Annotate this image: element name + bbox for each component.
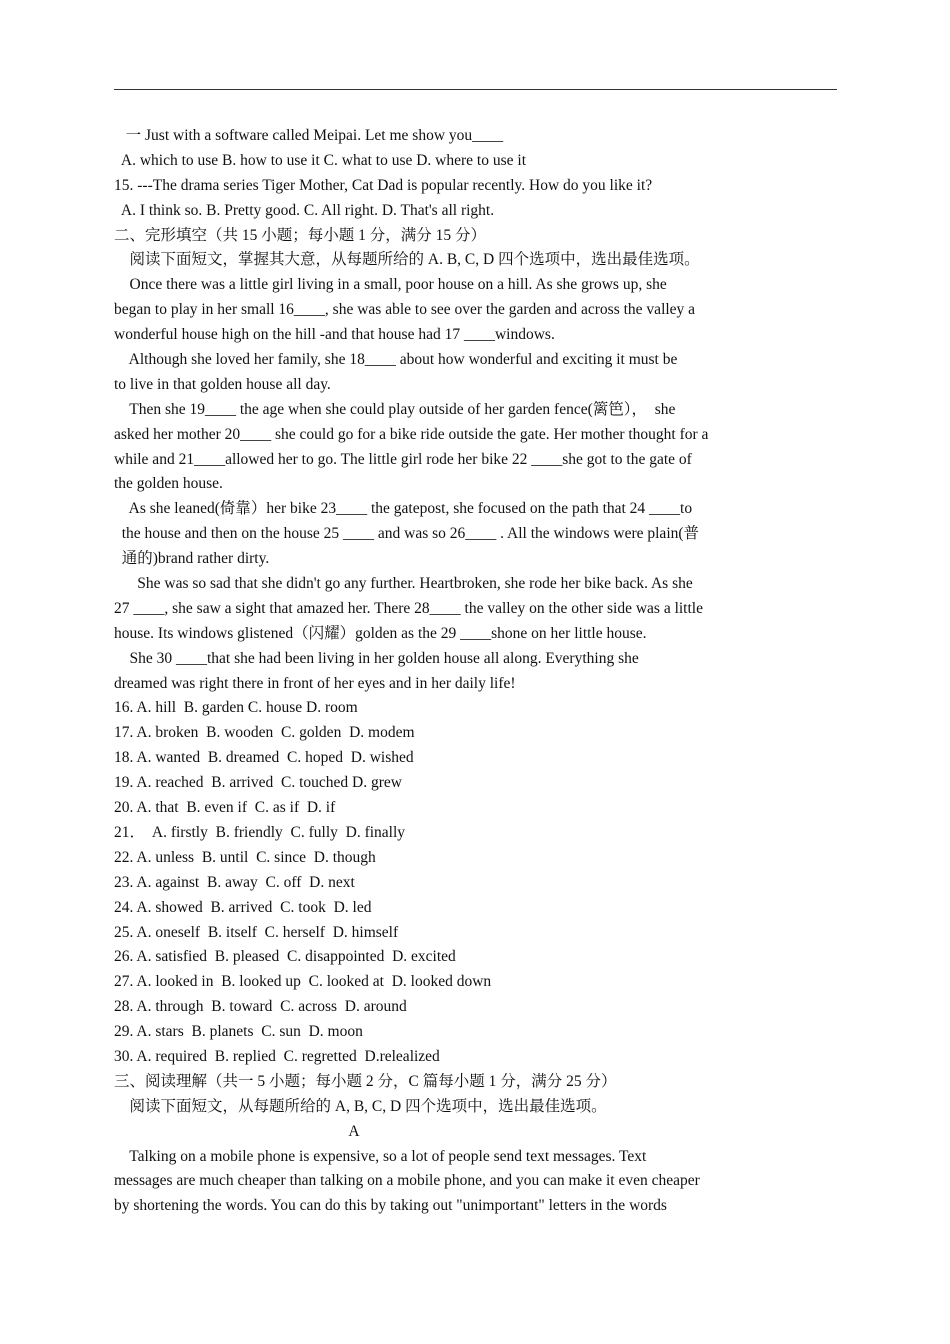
passage-line: the golden house.: [114, 475, 223, 493]
passage-line: house. Its windows glistened（闪耀）golden as the 29 ____shone on her little house.: [114, 624, 647, 642]
passage-line: dreamed was right there in front of her eyes and in her daily life!: [114, 674, 516, 692]
cloze-options-20: 20. A. that B. even if C. as if D. if: [114, 799, 336, 817]
section-2-instructions: 阅读下面短文，掌握其大意，从每题所给的 A. B, C, D 四个选项中，选出最佳选项。: [114, 251, 700, 269]
passage-line: to live in that golden house all day.: [114, 375, 331, 393]
passage-line: Although she loved her family, she 18____ about how wonderful and exciting it must be: [114, 351, 678, 369]
passage-line: began to play in her small 16____, she was able to see over the garden and across the valley a: [114, 301, 696, 319]
passage-line: Once there was a little girl living in a small, poor house on a hill. As she grows up, she: [114, 276, 667, 294]
section-3-heading: 三、阅读理解（共一 5 小题；每小题 2 分，C 篇每小题 1 分，满分 25 分）: [114, 1072, 617, 1090]
cloze-options-29: 29. A. stars B. planets C. sun D. moon: [114, 1023, 363, 1041]
section-3-instructions: 阅读下面短文，从每题所给的 A, B, C, D 四个选项中，选出最佳选项。: [114, 1097, 607, 1115]
cloze-options-26: 26. A. satisfied B. pleased C. disappointed D. excited: [114, 948, 456, 966]
passage-a-line: by shortening the words. You can do this by taking out "unimportant" letters in the words: [114, 1197, 667, 1215]
cloze-options-19: 19. A. reached B. arrived C. touched D. grew: [114, 774, 402, 792]
cloze-options-16: 16. A. hill B. garden C. house D. room: [114, 699, 358, 717]
passage-a-line: messages are much cheaper than talking on a mobile phone, and you can make it even cheaper: [114, 1172, 700, 1190]
question-14-options: A. which to use B. how to use it C. what to use D. where to use it: [114, 151, 526, 169]
passage-line: Then she 19____ the age when she could play outside of her garden fence(篱笆）， she: [114, 400, 676, 418]
passage-line: 通的)brand rather dirty.: [114, 550, 270, 568]
passage-a-line: Talking on a mobile phone is expensive, so a lot of people send text messages. Text: [114, 1147, 647, 1165]
passage-line: the house and then on the house 25 ____ and was so 26____ . All the windows were plain(普: [114, 525, 700, 543]
question-15-prompt: 15. ---The drama series Tiger Mother, Cat Dad is popular recently. How do you like it?: [114, 176, 653, 194]
section-2-heading: 二、完形填空（共 15 小题；每小题 1 分，满分 15 分）: [114, 226, 487, 244]
cloze-options-28: 28. A. through B. toward C. across D. around: [114, 998, 407, 1016]
cloze-options-23: 23. A. against B. away C. off D. next: [114, 873, 355, 891]
cloze-options-27: 27. A. looked in B. looked up C. looked at D. looked down: [114, 973, 492, 991]
cloze-options-22: 22. A. unless B. until C. since D. though: [114, 848, 376, 866]
cloze-options-25: 25. A. oneself B. itself C. herself D. himself: [114, 923, 399, 941]
cloze-options-21: 21． A. firstly B. friendly C. fully D. finally: [114, 823, 406, 841]
header-rule: [114, 89, 837, 90]
cloze-options-17: 17. A. broken B. wooden C. golden D. modem: [114, 724, 415, 742]
question-14-prompt: 一 Just with a software called Meipai. Let me show you____: [114, 127, 504, 144]
passage-line: 27 ____, she saw a sight that amazed her. There 28____ the valley on the other side was a little: [114, 599, 703, 617]
passage-line: wonderful house high on the hill -and that house had 17 ____windows.: [114, 326, 555, 344]
question-15-options: A. I think so. B. Pretty good. C. All right. D. That's all right.: [114, 201, 495, 219]
passage-line: She was so sad that she didn't go any further. Heartbroken, she rode her bike back. As she: [114, 575, 693, 593]
passage-line: while and 21____allowed her to go. The little girl rode her bike 22 ____she got to the gate of: [114, 450, 692, 468]
passage-line: asked her mother 20____ she could go for a bike ride outside the gate. Her mother thought for a: [114, 425, 709, 443]
passage-a-label: A: [348, 1122, 360, 1140]
cloze-options-30: 30. A. required B. replied C. regretted D.relealized: [114, 1047, 440, 1065]
passage-line: She 30 ____that she had been living in her golden house all along. Everything she: [114, 649, 639, 667]
page-content: [114, 124, 814, 1219]
passage-line: As she leaned(倚靠）her bike 23____ the gatepost, she focused on the path that 24 ____to: [114, 500, 693, 518]
cloze-options-18: 18. A. wanted B. dreamed C. hoped D. wished: [114, 749, 414, 767]
cloze-options-24: 24. A. showed B. arrived C. took D. led: [114, 898, 372, 916]
